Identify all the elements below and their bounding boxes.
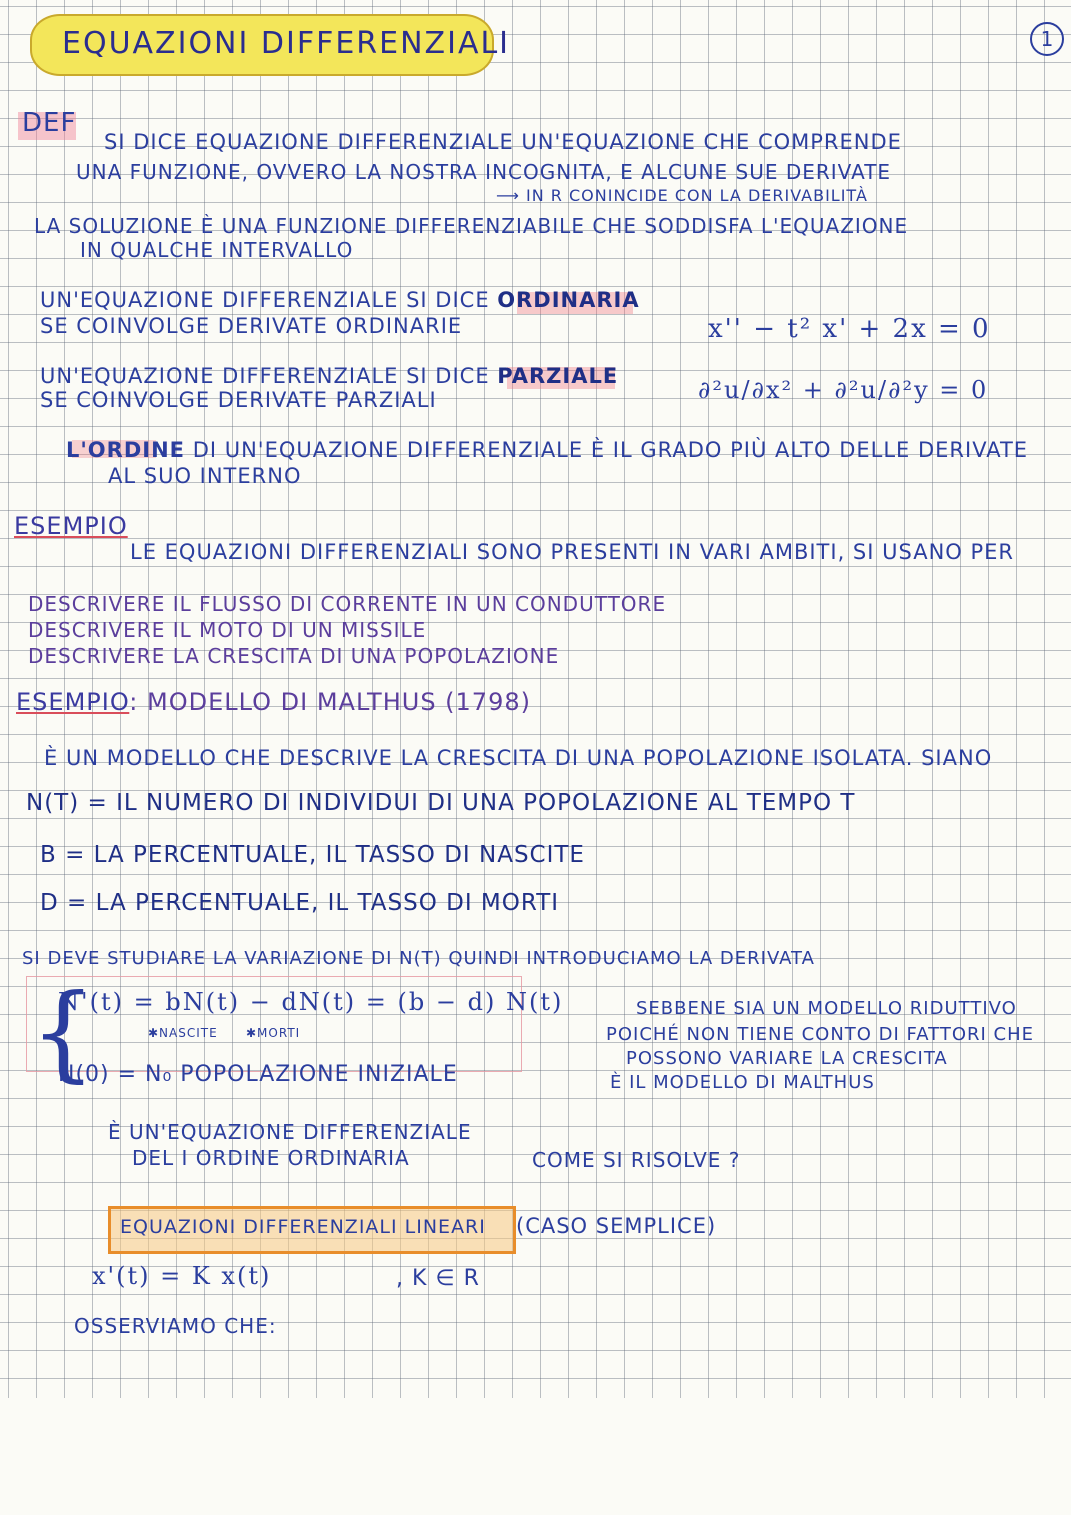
def-line-1: SI DICE EQUAZIONE DIFFERENZIALE UN'EQUAZIONE CHE COMPRENDE — [104, 130, 902, 154]
ordine-keyword: L'ORDINE — [66, 438, 185, 462]
def-line-3: LA SOLUZIONE È UNA FUNZIONE DIFFERENZIABILE CHE SODDISFA L'EQUAZIONE — [34, 214, 909, 238]
esempio-1-item-1: DESCRIVERE IL FLUSSO DI CORRENTE IN UN CONDUTTORE — [28, 592, 667, 616]
malthus-study: SI DEVE STUDIARE LA VARIAZIONE DI N(T) QUINDI INTRODUCIAMO LA DERIVATA — [22, 948, 815, 969]
lineari-observe: OSSERVIAMO CHE: — [74, 1314, 277, 1338]
esempio-2-heading — [16, 688, 531, 716]
parziale-line-2: SE COINVOLGE DERIVATE PARZIALI — [40, 388, 437, 412]
page-number: 1 — [1030, 22, 1064, 56]
system-brace: { — [30, 971, 97, 1093]
esempio-1-item-3: DESCRIVERE LA CRESCITA DI UNA POPOLAZIONE — [28, 644, 560, 668]
def-line-2: UNA FUNZIONE, OVVERO LA NOSTRA INCOGNITA, E ALCUNE SUE DERIVATE — [76, 160, 892, 184]
malthus-question: COME SI RISOLVE ? — [532, 1148, 741, 1172]
malthus-def-b: B = LA PERCENTUALE, IL TASSO DI NASCITE — [40, 842, 585, 868]
def-line-4: IN QUALCHE INTERVALLO — [80, 238, 354, 262]
ordine-text: DI UN'EQUAZIONE DIFFERENZIALE È IL GRADO PIÙ ALTO DELLE DERIVATE — [192, 438, 1029, 462]
malthus-conclusion-2: DEL I ORDINE ORDINARIA — [132, 1146, 410, 1170]
def-label: DEF — [22, 108, 77, 138]
lineari-title: EQUAZIONI DIFFERENZIALI LINEARI — [120, 1216, 486, 1238]
parziale-text: UN'EQUAZIONE DIFFERENZIALE SI DICE — [40, 364, 490, 388]
note-nascite: ✱NASCITE — [148, 1026, 218, 1040]
parziale-line-1 — [40, 364, 618, 388]
lineari-aside: (CASO SEMPLICE) — [516, 1214, 717, 1238]
malthus-conclusion-1: È UN'EQUAZIONE DIFFERENZIALE — [108, 1120, 472, 1144]
malthus-side-note-1: SEBBENE SIA UN MODELLO RIDUTTIVO — [636, 998, 1017, 1019]
malthus-def-d: D = LA PERCENTUALE, IL TASSO DI MORTI — [40, 890, 560, 916]
malthus-eq-1: N'(t) = bN(t) − dN(t) = (b − d) N(t) — [58, 988, 564, 1016]
ordine-line-1 — [66, 438, 1028, 462]
note-morti: ✱MORTI — [246, 1026, 301, 1040]
def-arrow-note: ⟶ IN R CONINCIDE CON LA DERIVABILITÀ — [496, 186, 868, 205]
malthus-side-note-3: POSSONO VARIARE LA CRESCITA — [626, 1048, 948, 1069]
malthus-eq-2: N(0) = N₀ POPOLAZIONE INIZIALE — [58, 1062, 458, 1087]
malthus-side-note-2: POICHÉ NON TIENE CONTO DI FATTORI CHE — [606, 1024, 1035, 1045]
ordinaria-keyword: ORDINARIA — [497, 288, 640, 312]
esempio-1-line: LE EQUAZIONI DIFFERENZIALI SONO PRESENTI IN VARI AMBITI, SI USANO PER — [130, 540, 1015, 564]
ordinaria-line-1 — [40, 288, 640, 312]
parziale-example: ∂²u/∂x² + ∂²u/∂²y = 0 — [698, 376, 989, 404]
lineari-domain: , K ∈ R — [396, 1266, 480, 1291]
ordine-line-2: AL SUO INTERNO — [108, 464, 302, 488]
malthus-def-N: N(T) = IL NUMERO DI INDIVIDUI DI UNA POPOLAZIONE AL TEMPO T — [26, 790, 856, 816]
esempio-1-item-2: DESCRIVERE IL MOTO DI UN MISSILE — [28, 618, 427, 642]
page-title: EQUAZIONI DIFFERENZIALI — [62, 26, 511, 61]
ordinaria-line-2: SE COINVOLGE DERIVATE ORDINARIE — [40, 314, 463, 338]
malthus-intro: È UN MODELLO CHE DESCRIVE LA CRESCITA DI UNA POPOLAZIONE ISOLATA. SIANO — [44, 746, 993, 770]
ordinaria-example: x'' − t² x' + 2x = 0 — [708, 314, 991, 344]
esempio-1-label: ESEMPIO — [14, 512, 128, 540]
page-bottom-margin — [0, 1398, 1071, 1515]
parziale-keyword: PARZIALE — [497, 364, 619, 388]
malthus-side-note-4: È IL MODELLO DI MALTHUS — [610, 1072, 875, 1093]
esempio-2-title: : MODELLO DI MALTHUS (1798) — [129, 688, 531, 716]
esempio-2-label: ESEMPIO — [16, 688, 130, 716]
lineari-equation: x'(t) = K x(t) — [92, 1262, 272, 1290]
ordinaria-text: UN'EQUAZIONE DIFFERENZIALE SI DICE — [40, 288, 490, 312]
